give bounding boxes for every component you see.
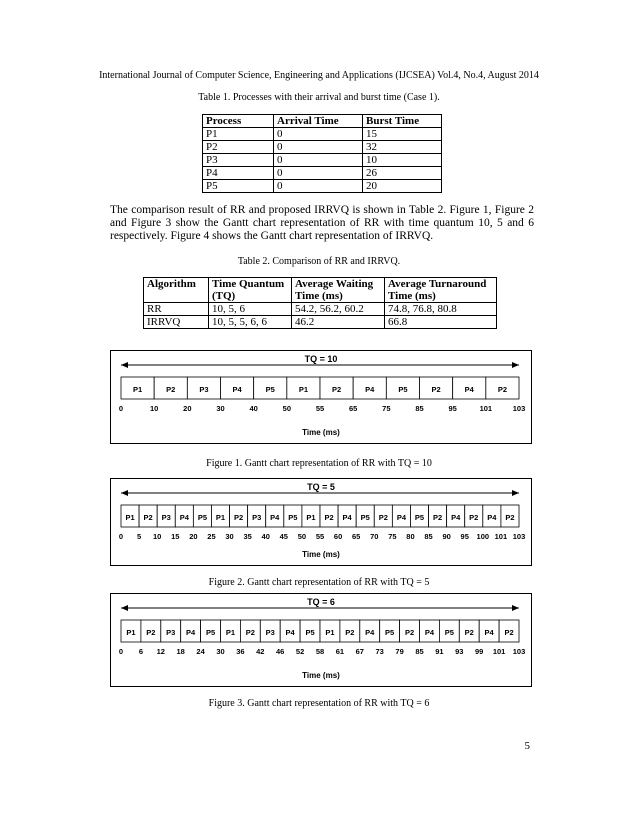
- table1-header: Burst Time: [363, 115, 442, 128]
- time-tick-label: 101: [494, 532, 508, 541]
- time-tick-label: 15: [171, 532, 180, 541]
- time-tick-label: 95: [460, 532, 469, 541]
- table1-header: Arrival Time: [274, 115, 363, 128]
- time-tick-label: 45: [279, 532, 288, 541]
- table-row: [203, 154, 442, 167]
- table-cell: IRRVQ: [144, 316, 209, 329]
- journal-header: International Journal of Computer Science, Engineering and Applications (IJCSEA) Vol.4, No.4, August 2014: [99, 70, 539, 81]
- gantt-block-label: P1: [215, 513, 226, 522]
- time-tick-label: 95: [448, 404, 457, 413]
- table-cell: 46.2: [292, 316, 385, 329]
- gantt-block-label: P2: [464, 628, 474, 637]
- table2-header: Time Quantum (TQ): [209, 278, 292, 303]
- table2-caption: Table 2. Comparison of RR and IRRVQ.: [237, 256, 401, 267]
- gantt-block-label: P3: [252, 513, 262, 522]
- page-number: 5: [524, 740, 530, 752]
- arrow-head-right: [512, 362, 519, 368]
- time-tick-label: 46: [276, 647, 285, 656]
- time-tick-label: 103: [512, 647, 526, 656]
- table-cell: 0: [274, 167, 363, 180]
- time-tick-label: 65: [348, 404, 358, 413]
- table-cell: RR: [144, 303, 209, 316]
- time-tick-label: 40: [261, 532, 270, 541]
- gantt-block-label: P1: [225, 628, 236, 637]
- arrow-head-right: [512, 605, 519, 611]
- time-tick-label: 85: [415, 647, 424, 656]
- time-tick-label: 20: [189, 532, 198, 541]
- gantt-block-label: P2: [497, 385, 508, 394]
- gantt-block-label: P2: [505, 513, 515, 522]
- table1-caption: Table 1. Processes with their arrival and burst time (Case 1).: [198, 92, 440, 103]
- gantt-block-label: P3: [199, 385, 209, 394]
- time-tick-label: 5: [137, 532, 142, 541]
- figure1-caption: Figure 1. Gantt chart representation of RR with TQ = 10: [206, 458, 432, 469]
- time-tick-label: 79: [395, 647, 404, 656]
- time-tick-label: 25: [207, 532, 216, 541]
- table-cell: 26: [363, 167, 442, 180]
- time-tick-label: 58: [315, 647, 325, 656]
- gantt-block-label: P5: [444, 628, 454, 637]
- time-tick-label: 85: [415, 404, 424, 413]
- gantt-title: TQ = 10: [304, 354, 338, 364]
- gantt-block-label: P4: [270, 513, 280, 522]
- table2-header: Average Waiting Time (ms): [292, 278, 385, 303]
- time-tick-label: 93: [455, 647, 464, 656]
- gantt-block-label: P4: [342, 513, 352, 522]
- time-tick-label: 35: [243, 532, 252, 541]
- gantt-block-label: P2: [233, 513, 244, 522]
- table2-header: Average Turnaround Time (ms): [385, 278, 497, 303]
- table-cell: 54.2, 56.2, 60.2: [292, 303, 385, 316]
- time-tick-label: 80: [406, 532, 415, 541]
- table-cell: P4: [203, 167, 274, 180]
- table-cell: 10, 5, 5, 6, 6: [209, 316, 292, 329]
- time-tick-label: 6: [138, 647, 143, 656]
- table1-header: Process: [203, 115, 274, 128]
- time-tick-label: 101: [492, 647, 506, 656]
- time-tick-label: 90: [442, 532, 451, 541]
- time-tick-label: 75: [382, 404, 391, 413]
- gantt-block-label: P1: [126, 628, 136, 637]
- time-tick-label: 75: [388, 532, 397, 541]
- time-tick-label: 73: [375, 647, 384, 656]
- gantt-block-label: P4: [179, 513, 189, 522]
- gantt-block-label: P1: [325, 628, 335, 637]
- time-tick-label: 30: [225, 532, 234, 541]
- arrow-head-left: [121, 362, 128, 368]
- table-cell: 66.8: [385, 316, 497, 329]
- gantt-block-label: P4: [396, 513, 407, 522]
- time-tick-label: 24: [196, 647, 205, 656]
- time-tick-label: 100: [476, 532, 490, 541]
- gantt-block-label: P2: [166, 385, 176, 394]
- gantt-block-label: P3: [265, 628, 275, 637]
- figure3-caption: Figure 3. Gantt chart representation of RR with TQ = 6: [208, 698, 430, 709]
- time-tick-label: 42: [256, 647, 265, 656]
- figure1-gantt-chart: [110, 350, 532, 444]
- table-cell: P1: [203, 128, 274, 141]
- table1-processes: [202, 114, 442, 193]
- figure2-caption: Figure 2. Gantt chart representation of RR with TQ = 5: [208, 577, 430, 588]
- table-cell: 0: [274, 141, 363, 154]
- gantt-block-label: P3: [161, 513, 171, 522]
- gantt-block-label: P2: [146, 628, 156, 637]
- gantt-block-label: P1: [125, 513, 135, 522]
- time-tick-label: 101: [479, 404, 493, 413]
- time-tick-label: 50: [297, 532, 307, 541]
- gantt-block-label: P4: [484, 628, 494, 637]
- time-tick-label: 40: [249, 404, 258, 413]
- gantt-block-label: P2: [378, 513, 388, 522]
- gantt-block-label: P4: [365, 385, 375, 394]
- axis-label: Time (ms): [302, 428, 340, 437]
- time-tick-label: 36: [236, 647, 245, 656]
- gantt-chart-svg: [111, 479, 531, 565]
- table-row: [203, 180, 442, 193]
- gantt-block-label: P4: [464, 385, 474, 394]
- time-tick-label: 67: [355, 647, 364, 656]
- time-tick-label: 50: [282, 404, 292, 413]
- time-tick-label: 70: [370, 532, 379, 541]
- figure2-gantt-chart: [110, 478, 532, 566]
- gantt-chart-svg: [111, 351, 531, 443]
- gantt-block-label: P2: [345, 628, 355, 637]
- table-row: [144, 303, 497, 316]
- time-tick-label: 85: [424, 532, 433, 541]
- gantt-chart-svg: [111, 594, 531, 686]
- table-cell: 20: [363, 180, 442, 193]
- time-tick-label: 61: [335, 647, 345, 656]
- table-cell: P2: [203, 141, 274, 154]
- gantt-block-label: P5: [305, 628, 315, 637]
- axis-label: Time (ms): [302, 671, 340, 680]
- time-tick-label: 52: [295, 647, 305, 656]
- arrow-head-right: [512, 490, 519, 496]
- table-cell: 15: [363, 128, 442, 141]
- table2-header: Algorithm: [144, 278, 209, 303]
- gantt-block-label: P1: [306, 513, 316, 522]
- time-tick-label: 103: [512, 532, 526, 541]
- time-tick-label: 10: [153, 532, 162, 541]
- time-tick-label: 91: [435, 647, 444, 656]
- gantt-block-label: P2: [431, 385, 441, 394]
- arrow-head-left: [121, 605, 128, 611]
- gantt-block-label: P5: [360, 513, 370, 522]
- table-cell: 0: [274, 128, 363, 141]
- figure3-gantt-chart: [110, 593, 532, 687]
- table-row: [203, 128, 442, 141]
- gantt-block-label: P5: [385, 628, 395, 637]
- gantt-block-label: P2: [245, 628, 255, 637]
- time-tick-label: 60: [333, 532, 343, 541]
- gantt-block-label: P5: [414, 513, 425, 522]
- body-paragraph: The comparison result of RR and proposed IRRVQ is shown in Table 2. Figure 1, Figure 2 and Figure 3 show the Gantt chart representation of RR with time quantum 10, 5 and 6 respectively. Figure 4 shows the Gantt chart representation of IRRVQ.: [110, 204, 534, 242]
- table-cell: 10, 5, 6: [209, 303, 292, 316]
- gantt-block-label: P4: [451, 513, 461, 522]
- gantt-block-label: P2: [143, 513, 153, 522]
- gantt-block-label: P5: [205, 628, 216, 637]
- table-cell: 32: [363, 141, 442, 154]
- gantt-title: TQ = 6: [307, 597, 335, 607]
- time-tick-label: 0: [118, 647, 124, 656]
- time-tick-label: 10: [149, 404, 159, 413]
- time-tick-label: 12: [156, 647, 165, 656]
- gantt-title: TQ = 5: [307, 482, 335, 492]
- gantt-block-label: P5: [288, 513, 298, 522]
- gantt-block-label: P2: [432, 513, 443, 522]
- gantt-block-label: P4: [365, 628, 375, 637]
- gantt-block-label: P3: [166, 628, 176, 637]
- table-cell: P3: [203, 154, 274, 167]
- time-tick-label: 0: [118, 532, 124, 541]
- time-tick-label: 65: [352, 532, 361, 541]
- gantt-block-label: P5: [197, 513, 208, 522]
- gantt-block-label: P1: [132, 385, 143, 394]
- arrow-head-left: [121, 490, 128, 496]
- table-cell: 74.8, 76.8, 80.8: [385, 303, 497, 316]
- time-tick-label: 55: [315, 404, 325, 413]
- time-tick-label: 30: [216, 404, 225, 413]
- table-row: [144, 316, 497, 329]
- gantt-block-label: P4: [186, 628, 196, 637]
- time-tick-label: 0: [118, 404, 124, 413]
- gantt-block-label: P2: [324, 513, 334, 522]
- time-tick-label: 18: [176, 647, 185, 656]
- time-tick-label: 55: [315, 532, 325, 541]
- gantt-block-label: P2: [404, 628, 415, 637]
- gantt-block-label: P1: [298, 385, 309, 394]
- table-cell: 0: [274, 180, 363, 193]
- gantt-block-label: P2: [469, 513, 479, 522]
- table-row: [203, 167, 442, 180]
- gantt-block-label: P4: [285, 628, 295, 637]
- time-tick-label: 99: [475, 647, 484, 656]
- table-row: [203, 141, 442, 154]
- gantt-block-label: P4: [487, 513, 497, 522]
- gantt-block-label: P5: [398, 385, 408, 394]
- gantt-block-label: P4: [232, 385, 242, 394]
- gantt-block-label: P4: [424, 628, 435, 637]
- time-tick-label: 30: [216, 647, 225, 656]
- time-tick-label: 20: [183, 404, 192, 413]
- table-cell: 0: [274, 154, 363, 167]
- table-cell: 10: [363, 154, 442, 167]
- gantt-block-label: P2: [504, 628, 514, 637]
- gantt-block-label: P5: [265, 385, 275, 394]
- axis-label: Time (ms): [302, 550, 340, 559]
- table-cell: P5: [203, 180, 274, 193]
- gantt-block-label: P2: [331, 385, 342, 394]
- time-tick-label: 103: [512, 404, 526, 413]
- table2-comparison: [143, 277, 497, 329]
